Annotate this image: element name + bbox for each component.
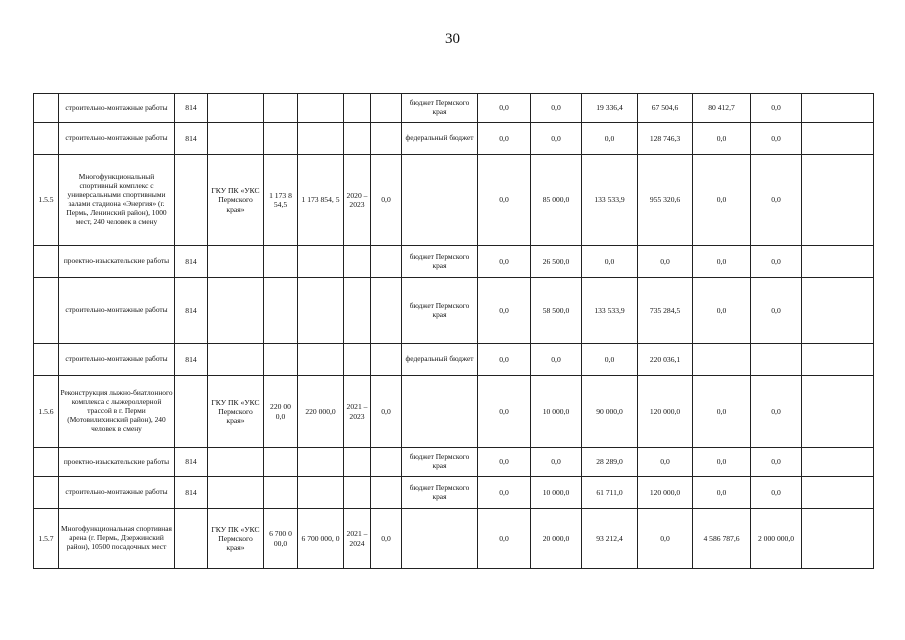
cell-2020: 26 500,0 (531, 246, 582, 278)
cell-2022: 67 504,6 (638, 94, 693, 123)
cell-number: 1.5.5 (34, 155, 59, 246)
cell-code: 814 (175, 278, 208, 344)
cell-extra (802, 155, 874, 246)
cell-extra (802, 376, 874, 448)
cell-source: бюджет Пермского края (402, 448, 478, 477)
cell-customer (208, 94, 264, 123)
cell-extra (802, 448, 874, 477)
cell-2022: 735 284,5 (638, 278, 693, 344)
cell-2024: 0,0 (751, 246, 802, 278)
cell-2020: 58 500,0 (531, 278, 582, 344)
cell-number (34, 94, 59, 123)
cell-extra (802, 344, 874, 376)
cell-source (402, 509, 478, 569)
cell-period (344, 448, 371, 477)
cell-prior (371, 344, 402, 376)
cell-capacity (264, 278, 298, 344)
cell-2020: 0,0 (531, 448, 582, 477)
cell-2023 (693, 344, 751, 376)
cell-2023: 4 586 787,6 (693, 509, 751, 569)
cell-extra (802, 509, 874, 569)
cell-code: 814 (175, 448, 208, 477)
cell-prior: 0,0 (371, 509, 402, 569)
cell-number (34, 344, 59, 376)
page-number: 30 (445, 31, 460, 47)
table-row (34, 376, 874, 448)
cell-customer (208, 246, 264, 278)
cell-2023: 0,0 (693, 278, 751, 344)
cell-capacity (264, 94, 298, 123)
cell-customer: ГКУ ПК «УКС Пермского края» (208, 509, 264, 569)
cell-name: строительно-монтажные работы (59, 123, 175, 155)
cell-number (34, 448, 59, 477)
cell-cost (298, 123, 344, 155)
cell-capacity (264, 448, 298, 477)
cell-capacity (264, 344, 298, 376)
cell-cost: 6 700 000, 0 (298, 509, 344, 569)
cell-customer (208, 448, 264, 477)
cell-prior (371, 477, 402, 509)
cell-capacity (264, 477, 298, 509)
cell-2020: 0,0 (531, 344, 582, 376)
cell-source: федеральный бюджет (402, 344, 478, 376)
cell-source: бюджет Пермского края (402, 94, 478, 123)
cell-source: федеральный бюджет (402, 123, 478, 155)
cell-prior: 0,0 (371, 155, 402, 246)
cell-2021: 90 000,0 (582, 376, 638, 448)
cell-period (344, 246, 371, 278)
cell-2021: 133 533,9 (582, 278, 638, 344)
cell-source: бюджет Пермского края (402, 278, 478, 344)
cell-2021: 0,0 (582, 123, 638, 155)
cell-number: 1.5.6 (34, 376, 59, 448)
cell-capacity: 1 173 8 54,5 (264, 155, 298, 246)
cell-2022: 120 000,0 (638, 477, 693, 509)
cell-customer (208, 278, 264, 344)
cell-code (175, 376, 208, 448)
cell-prior (371, 94, 402, 123)
cell-2023: 0,0 (693, 477, 751, 509)
cell-2023: 80 412,7 (693, 94, 751, 123)
cell-2022: 0,0 (638, 246, 693, 278)
cell-2024: 0,0 (751, 477, 802, 509)
cell-2019: 0,0 (478, 448, 531, 477)
cell-2024: 0,0 (751, 94, 802, 123)
cell-cost: 220 000,0 (298, 376, 344, 448)
cell-capacity: 220 00 0,0 (264, 376, 298, 448)
cell-2024: 2 000 000,0 (751, 509, 802, 569)
cell-2024: 0,0 (751, 448, 802, 477)
cell-prior (371, 123, 402, 155)
cell-2020: 85 000,0 (531, 155, 582, 246)
table-row (34, 448, 874, 477)
cell-number (34, 246, 59, 278)
cell-2024: 0,0 (751, 376, 802, 448)
cell-cost (298, 477, 344, 509)
cell-code: 814 (175, 477, 208, 509)
table-row (34, 246, 874, 278)
cell-name: строительно-монтажные работы (59, 344, 175, 376)
cell-number (34, 278, 59, 344)
cell-2022: 0,0 (638, 509, 693, 569)
cell-2021: 0,0 (582, 246, 638, 278)
cell-2024: 0,0 (751, 155, 802, 246)
cell-period (344, 477, 371, 509)
cell-2024: 0,0 (751, 123, 802, 155)
cell-2022: 120 000,0 (638, 376, 693, 448)
cell-customer (208, 477, 264, 509)
cell-2022: 955 320,6 (638, 155, 693, 246)
cell-customer (208, 123, 264, 155)
cell-2020: 0,0 (531, 94, 582, 123)
cell-code: 814 (175, 246, 208, 278)
cell-name: строительно-монтажные работы (59, 94, 175, 123)
cell-2023: 0,0 (693, 448, 751, 477)
cell-period (344, 278, 371, 344)
cell-extra (802, 477, 874, 509)
cell-extra (802, 123, 874, 155)
cell-2023: 0,0 (693, 123, 751, 155)
cell-code: 814 (175, 94, 208, 123)
table-row (34, 344, 874, 376)
cell-customer (208, 344, 264, 376)
cell-2021: 61 711,0 (582, 477, 638, 509)
cell-period (344, 123, 371, 155)
cell-code (175, 509, 208, 569)
table-row (34, 155, 874, 246)
cell-capacity: 6 700 0 00,0 (264, 509, 298, 569)
cell-2021: 19 336,4 (582, 94, 638, 123)
cell-2022: 0,0 (638, 448, 693, 477)
cell-2021: 0,0 (582, 344, 638, 376)
cell-cost (298, 448, 344, 477)
cell-2024: 0,0 (751, 278, 802, 344)
cell-extra (802, 94, 874, 123)
cell-source: бюджет Пермского края (402, 477, 478, 509)
cell-name: Многофункциональная спортивная арена (г. Пермь, Дзержинский район), 10500 посадочных мест (59, 509, 175, 569)
cell-number (34, 123, 59, 155)
cell-capacity (264, 246, 298, 278)
cell-cost (298, 94, 344, 123)
cell-2023: 0,0 (693, 376, 751, 448)
table-row (34, 123, 874, 155)
cell-2019: 0,0 (478, 509, 531, 569)
cell-cost: 1 173 854, 5 (298, 155, 344, 246)
cell-capacity (264, 123, 298, 155)
cell-period: 2021 – 2024 (344, 509, 371, 569)
cell-customer: ГКУ ПК «УКС Пермского края» (208, 376, 264, 448)
cell-2019: 0,0 (478, 376, 531, 448)
cell-name: проектно-изыскательские работы (59, 448, 175, 477)
table-row (34, 477, 874, 509)
table-row (34, 94, 874, 123)
cell-code: 814 (175, 344, 208, 376)
cell-2023: 0,0 (693, 246, 751, 278)
cell-cost (298, 246, 344, 278)
cell-cost (298, 278, 344, 344)
cell-2019: 0,0 (478, 344, 531, 376)
cell-2023: 0,0 (693, 155, 751, 246)
cell-2019: 0,0 (478, 477, 531, 509)
cell-prior (371, 246, 402, 278)
cell-2024 (751, 344, 802, 376)
cell-name: строительно-монтажные работы (59, 477, 175, 509)
cell-period: 2020 – 2023 (344, 155, 371, 246)
cell-code: 814 (175, 123, 208, 155)
cell-period: 2021 – 2023 (344, 376, 371, 448)
cell-2019: 0,0 (478, 94, 531, 123)
cell-2019: 0,0 (478, 278, 531, 344)
cell-prior (371, 278, 402, 344)
budget-table (33, 93, 874, 569)
cell-2019: 0,0 (478, 155, 531, 246)
cell-2021: 133 533,9 (582, 155, 638, 246)
cell-customer: ГКУ ПК «УКС Пермского края» (208, 155, 264, 246)
cell-2020: 20 000,0 (531, 509, 582, 569)
cell-prior (371, 448, 402, 477)
cell-cost (298, 344, 344, 376)
cell-source (402, 155, 478, 246)
cell-2020: 10 000,0 (531, 477, 582, 509)
cell-name: Реконструкция лыжно-биатлонного комплекса с лыжероллерной трассой в г. Перми (Мотовилихинский район), 240 человек в смену (59, 376, 175, 448)
table-row (34, 509, 874, 569)
cell-extra (802, 246, 874, 278)
cell-number: 1.5.7 (34, 509, 59, 569)
cell-2019: 0,0 (478, 246, 531, 278)
cell-period (344, 94, 371, 123)
cell-2020: 0,0 (531, 123, 582, 155)
cell-source (402, 376, 478, 448)
cell-2021: 28 289,0 (582, 448, 638, 477)
cell-name: проектно-изыскательские работы (59, 246, 175, 278)
cell-name: Многофункциональный спортивный комплекс с универсальными спортивными залами стадиона «Энергия» (г. Пермь, Ленинский район), 1000 мест, 240 человек в смену (59, 155, 175, 246)
table-row (34, 278, 874, 344)
cell-source: бюджет Пермского края (402, 246, 478, 278)
cell-period (344, 344, 371, 376)
cell-name: строительно-монтажные работы (59, 278, 175, 344)
cell-2019: 0,0 (478, 123, 531, 155)
cell-2020: 10 000,0 (531, 376, 582, 448)
cell-code (175, 155, 208, 246)
cell-extra (802, 278, 874, 344)
cell-2022: 128 746,3 (638, 123, 693, 155)
cell-2021: 93 212,4 (582, 509, 638, 569)
cell-number (34, 477, 59, 509)
cell-2022: 220 036,1 (638, 344, 693, 376)
cell-prior: 0,0 (371, 376, 402, 448)
